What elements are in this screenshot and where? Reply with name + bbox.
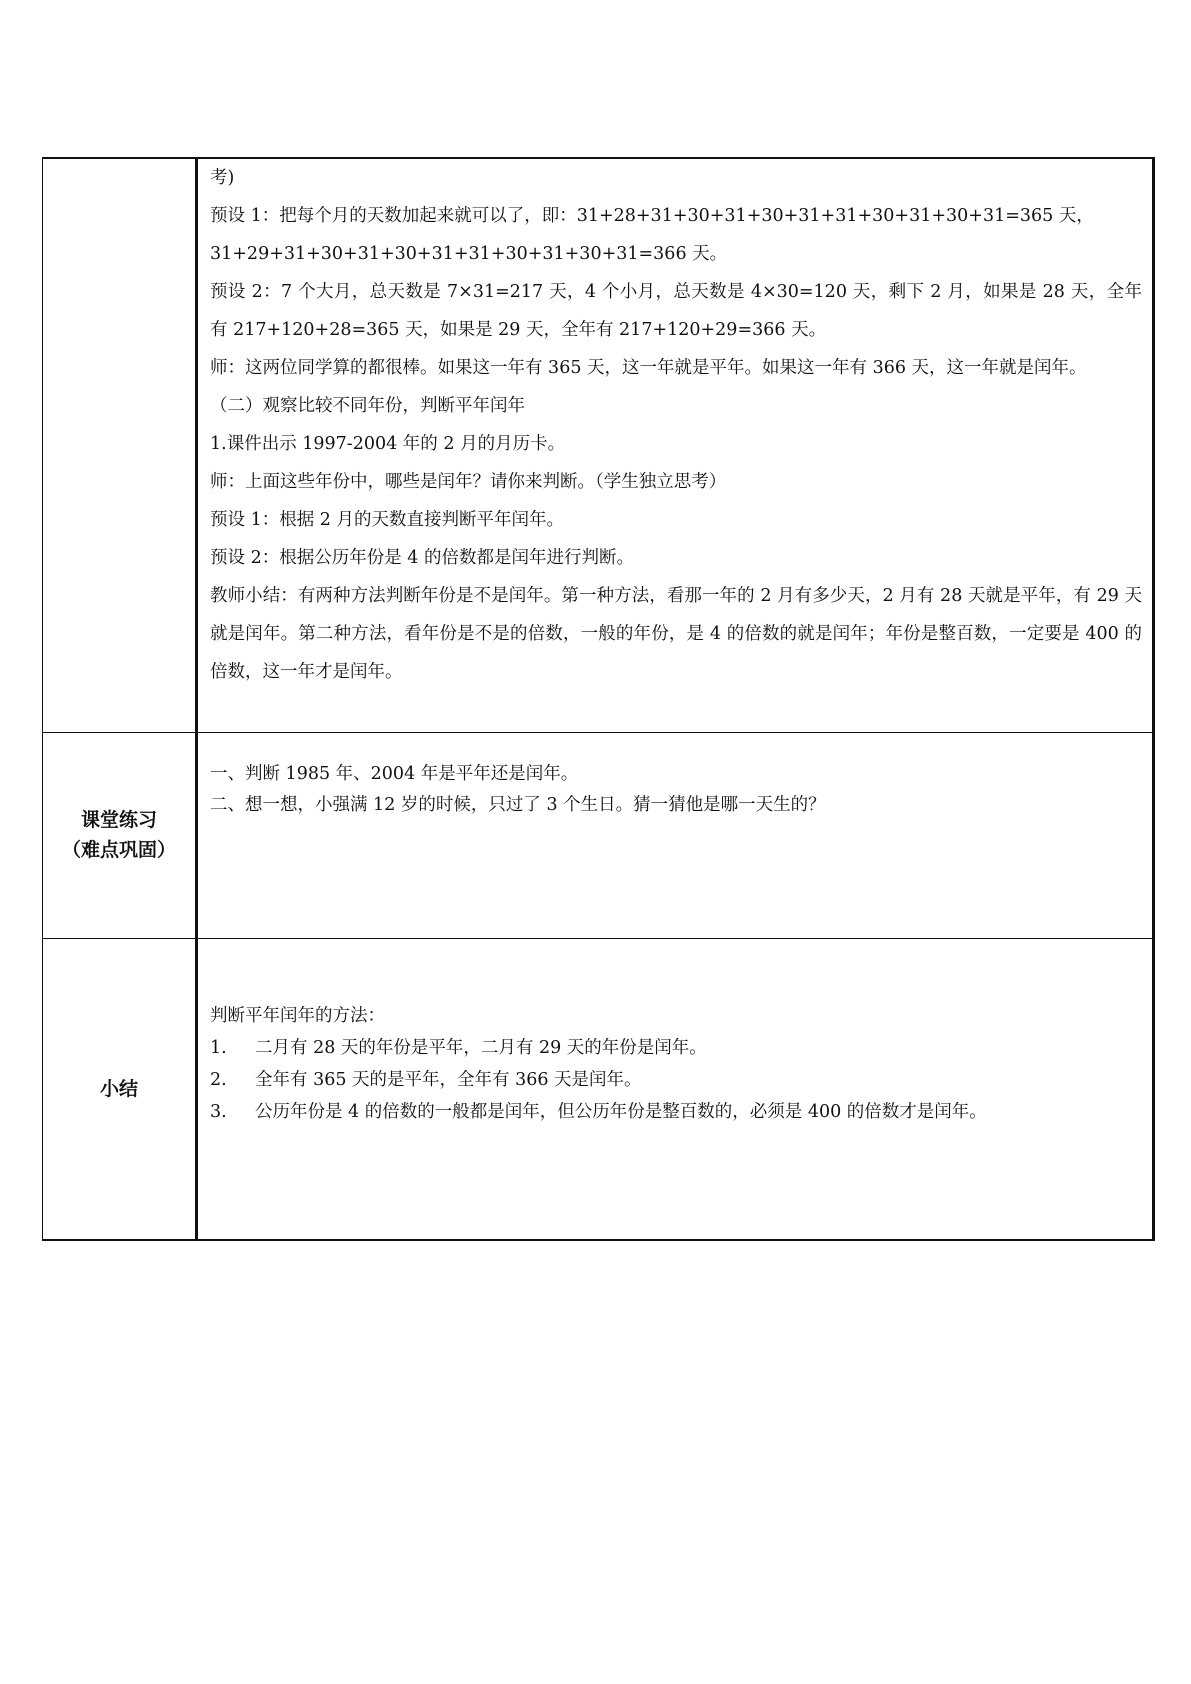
list-item-text: 二月有 28 天的年份是平年，二月有 29 天的年份是闰年。 (255, 1037, 707, 1058)
lesson-plan-table (42, 157, 1155, 1241)
content-paragraph: 师：这两位同学算的都很棒。如果这一年有 365 天，这一年就是平年。如果这一年有 366 天，这一年就是闰年。 (210, 358, 1087, 378)
content-paragraph: 预设 2：根据公历年份是 4 的倍数都是闰年进行判断。 (210, 548, 634, 568)
content-paragraph: 师：上面这些年份中，哪些是闰年？请你来判断。（学生独立思考） (210, 472, 727, 492)
content-paragraph: 教师小结：有两种方法判断年份是不是闰年。第一种方法，看那一年的 2 月有多少天，2 月有 28 天就是平年，有 29 天就是闰年。第二种方法，看年份是不是的倍数，一般的年份，是 4 的倍数的就是闰年；年份是整百数，一定要是 400 的倍数，这一年才是闰年。 (210, 586, 1142, 682)
list-item-text: 公历年份是 4 的倍数的一般都是闰年，但公历年份是整百数的，必须是 400 的倍数才是闰年。 (255, 1101, 987, 1122)
summary-content (197, 938, 1154, 1240)
list-item-number: 3. (210, 1101, 227, 1122)
row-label-summary (43, 938, 197, 1240)
content-paragraph: （二）观察比较不同年份，判断平年闰年 (210, 396, 525, 416)
list-item-number: 2. (210, 1069, 227, 1090)
row-label-line: （难点巩固） (61, 839, 176, 861)
content-paragraph: 31+29+31+30+31+30+31+31+30+31+30+31=366 天。 (210, 244, 728, 264)
exercise-item: 二、想一想，小强满 12 岁的时候，只过了 3 个生日。猜一猜他是哪一天生的？ (210, 794, 826, 815)
content-paragraph: 预设 1：根据 2 月的天数直接判断平年闰年。 (210, 510, 564, 530)
row-label-line: 课堂练习 (80, 809, 157, 831)
row-label-line: 小结 (99, 1077, 138, 1100)
list-item (210, 1096, 1142, 1128)
row-label-classroom-practice (43, 732, 197, 938)
content-paragraph: 预设 2：7 个大月，总天数是 7×31=217 天，4 个小月，总天数是 4×30=120 天，剩下 2 月，如果是 28 天，全年有 217+120+28=365 天，如果是 29 天，全年有 217+120+29=366 天。 (210, 282, 1142, 340)
content-paragraph: 预设 1：把每个月的天数加起来就可以了，即：31+28+31+30+31+30+31+31+30+31+30+31=365 天， (210, 206, 1094, 226)
content-paragraph: 1.课件出示 1997-2004 年的 2 月的月历卡。 (210, 434, 566, 454)
table-row-summary (43, 938, 1154, 1240)
teaching-process-content (197, 158, 1154, 732)
list-item-text: 全年有 365 天的是平年，全年有 366 天是闰年。 (255, 1069, 642, 1090)
table-row-teaching-process (43, 158, 1154, 732)
summary-intro: 判断平年闰年的方法： (210, 1005, 385, 1026)
exercise-item: 一、判断 1985 年、2004 年是平年还是闰年。 (210, 763, 579, 784)
row-label-empty (43, 158, 197, 732)
classroom-practice-content (197, 732, 1154, 938)
content-paragraph: 考) (210, 168, 235, 188)
list-item (210, 1032, 1142, 1064)
list-item-number: 1. (210, 1037, 227, 1058)
list-item (210, 1064, 1142, 1096)
table-row-classroom-practice (43, 732, 1154, 938)
